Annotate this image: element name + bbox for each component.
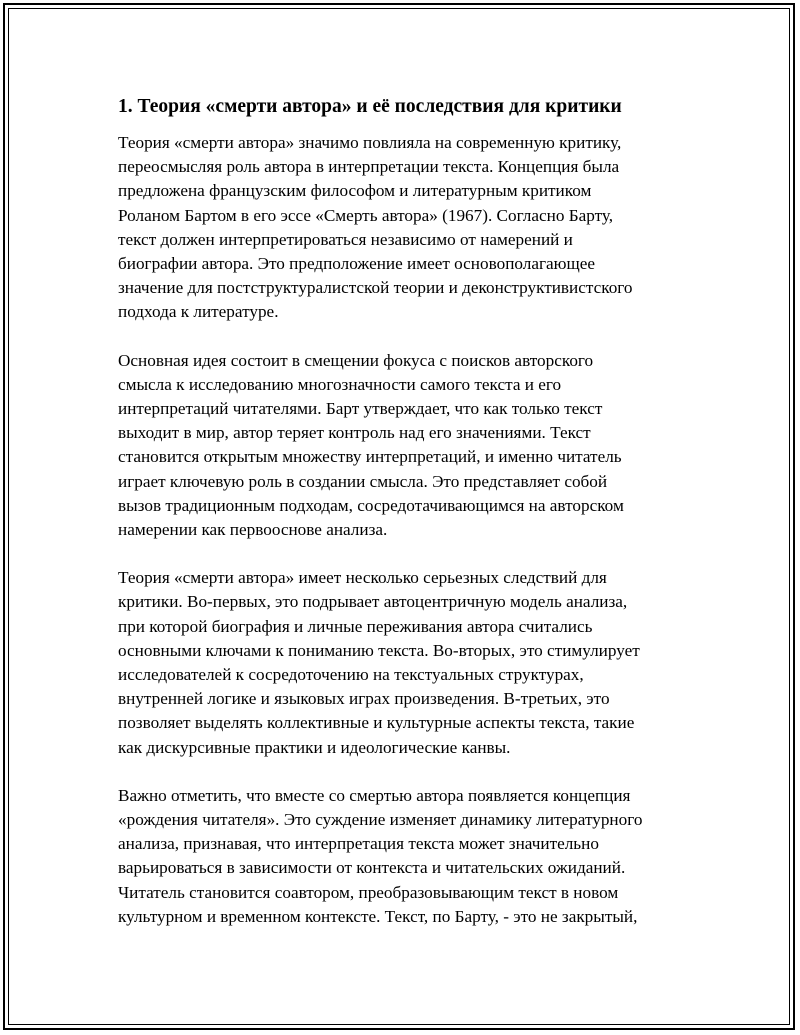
text-line: значение для постструктуралистской теории и деконструктивистского — [118, 278, 633, 298]
text-line: основными ключами к пониманию текста. Во-вторых, это стимулирует — [118, 640, 640, 660]
text-line: варьироваться в зависимости от контекста и читательских ожиданий. — [118, 858, 626, 878]
text-line: подхода к литературе. — [118, 302, 279, 322]
text-line: вызов традиционным подходам, сосредотачивающимся на авторском — [118, 495, 624, 515]
text-line: позволяет выделять коллективные и культурные аспекты текста, такие — [118, 713, 635, 733]
paragraph-3 — [118, 566, 693, 760]
text-line: играет ключевую роль в создании смысла. Это представляет собой — [118, 471, 608, 491]
text-line: биографии автора. Это предположение имеет основополагающее — [118, 254, 595, 274]
paragraph-2 — [118, 349, 693, 543]
paragraph-4 — [118, 784, 693, 929]
text-line: предложена французским философом и литературным критиком — [118, 181, 592, 201]
text-line: при которой биография и личные переживания автора считались — [118, 616, 593, 636]
text-line: смысла к исследованию многозначности самого текста и его — [118, 374, 562, 394]
text-line: текст должен интерпретироваться независимо от намерений и — [118, 229, 573, 249]
text-line: культурном и временном контексте. Текст, по Барту, - это не закрытый, — [118, 906, 638, 926]
text-line: Основная идея состоит в смещении фокуса с поисков авторского — [118, 350, 594, 370]
text-line: Теория «смерти автора» значимо повлияла на современную критику, — [118, 133, 622, 152]
text-line: внутренней логике и языковых играх произведения. В-третьих, это — [118, 689, 610, 709]
text-line: Важно отметить, что вместе со смертью автора появляется концепция — [118, 785, 631, 805]
paragraph-1 — [118, 131, 693, 325]
text-line: намерении как первооснове анализа. — [118, 520, 388, 540]
text-line: выходит в мир, автор теряет контроль над его значениями. Текст — [118, 423, 591, 443]
text-line: интерпретаций читателями. Барт утверждает, что как только текст — [118, 399, 603, 419]
text-line: переосмысляя роль автора в интерпретации текста. Концепция была — [118, 157, 620, 177]
text-line: становится открытым множеству интерпретаций, и именно читатель — [118, 447, 622, 467]
text-line: исследователей к сосредоточению на текстуальных структурах, — [118, 665, 584, 685]
text-line: критики. Во-первых, это подрывает автоцентричную модель анализа, — [118, 592, 628, 612]
text-line: Читатель становится соавтором, преобразовывающим текст в новом — [118, 882, 619, 902]
text-line: «рождения читателя». Это суждение изменяет динамику литературного — [118, 810, 643, 830]
text-line: Роланом Бартом в его эссе «Смерть автора» (1967). Согласно Барту, — [118, 205, 614, 225]
document-body — [118, 93, 693, 953]
text-line: Теория «смерти автора» имеет несколько серьезных следствий для — [118, 568, 607, 588]
text-line: как дискурсивные практики и идеологические канвы. — [118, 737, 511, 757]
text-line: анализа, признавая, что интерпретация текста может значительно — [118, 834, 599, 854]
section-heading: 1. Теория «смерти автора» и её последствия для критики — [118, 96, 622, 117]
